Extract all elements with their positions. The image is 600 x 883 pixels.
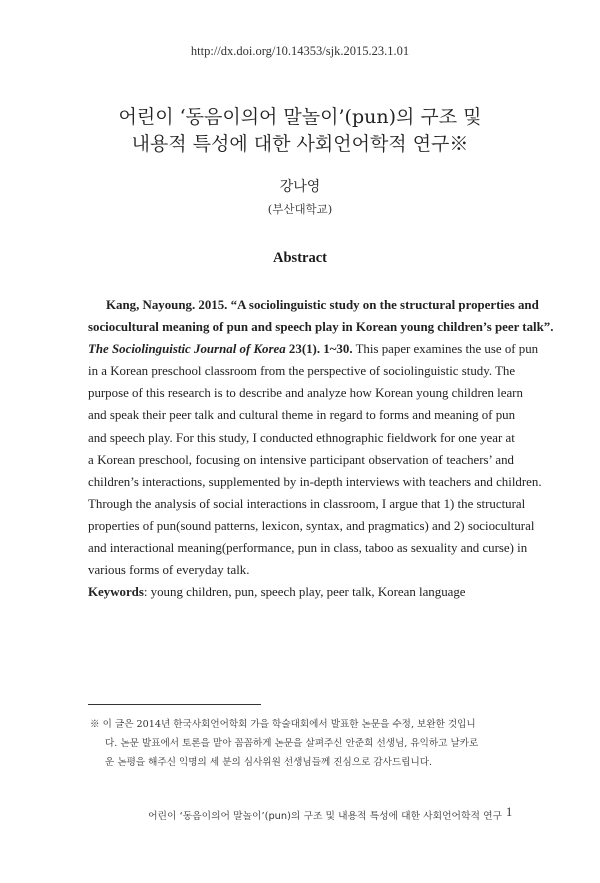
footnote-line-2: 다. 논문 발표에서 토론을 맡아 꼼꼼하게 논문을 살펴주신 안준희 선생님, 유익하고 날카로: [105, 738, 479, 749]
author-affiliation: (부산대학교): [267, 202, 333, 216]
page-number: 1: [506, 805, 513, 819]
citation-journal: The Sociolinguistic Journal of Korea: [88, 342, 286, 357]
abstract-line: children’s interactions, supplemented by in-depth interviews with teachers and children.: [88, 474, 542, 489]
abstract-line: and speech play. For this study, I conducted ethnographic fieldwork for one year at: [88, 430, 515, 445]
footnote-divider: [88, 704, 261, 705]
keywords-line: [88, 581, 514, 603]
citation-line-1: [88, 294, 539, 316]
title-line-1: 어린이 ‘동음이의어 말놀이’(pun)의 구조 및: [118, 106, 482, 128]
abstract-line-0: This paper examines the use of pun: [355, 342, 539, 357]
citation-line-2: [88, 316, 554, 338]
author-name: 강나영: [279, 179, 321, 195]
abstract-line: purpose of this research is to describe and analyze how Korean young children learn: [88, 386, 523, 401]
keywords-label: Keywords: [88, 585, 144, 600]
doi-link[interactable]: http://dx.doi.org/10.14353/sjk.2015.23.1.01: [190, 44, 410, 58]
abstract-line: Through the analysis of social interactions in classroom, I argue that 1) the structural: [88, 496, 526, 511]
citation-author-year: Kang, Nayoung. 2015.: [106, 298, 228, 312]
abstract-line: in a Korean preschool classroom from the perspective of sociolinguistic study. The: [88, 364, 516, 379]
citation-volume-pages: 23(1). 1~30.: [288, 342, 353, 357]
abstract-line: properties of pun(sound patterns, lexicon, syntax, and pragmatics) and 2) sociocultural: [88, 518, 535, 533]
running-footer-title: 어린이 ‘동음이의어 말놀이’(pun)의 구조 및 내용적 특성에 대한 사회언어학적 연구: [148, 811, 502, 822]
abstract-line: a Korean preschool, focusing on intensive participant observation of teachers’ and: [88, 452, 514, 467]
footnote-line-1: ※ 이 글은 2014년 한국사회언어학회 가을 학술대회에서 발표한 논문을 수정, 보완한 것입니: [90, 719, 476, 730]
abstract-line: various forms of everyday talk.: [88, 563, 250, 578]
citation-line-3: [88, 338, 539, 360]
citation-title-part2: sociocultural meaning of pun and speech play in Korean young children’s peer talk”.: [88, 320, 554, 335]
abstract-heading: Abstract: [273, 250, 327, 266]
keywords-text: : young children, pun, speech play, peer talk, Korean language: [143, 585, 466, 600]
paper-title: [40, 104, 560, 158]
title-line-2: 내용적 특성에 대한 사회언어학적 연구※: [131, 133, 469, 155]
abstract-line: and speak their peer talk and cultural theme in regard to forms and meaning of pun: [88, 408, 516, 423]
abstract-line: and interactional meaning(performance, pun in class, taboo as sexuality and curse) in: [88, 541, 528, 556]
abstract-body: [88, 294, 554, 603]
footnote: [90, 715, 516, 772]
footnote-line-3: 운 논평을 해주신 익명의 세 분의 심사위원 선생님들께 진심으로 감사드립니다.: [105, 757, 433, 768]
citation-title-part1: “A sociolinguistic study on the structural properties and: [230, 298, 539, 312]
